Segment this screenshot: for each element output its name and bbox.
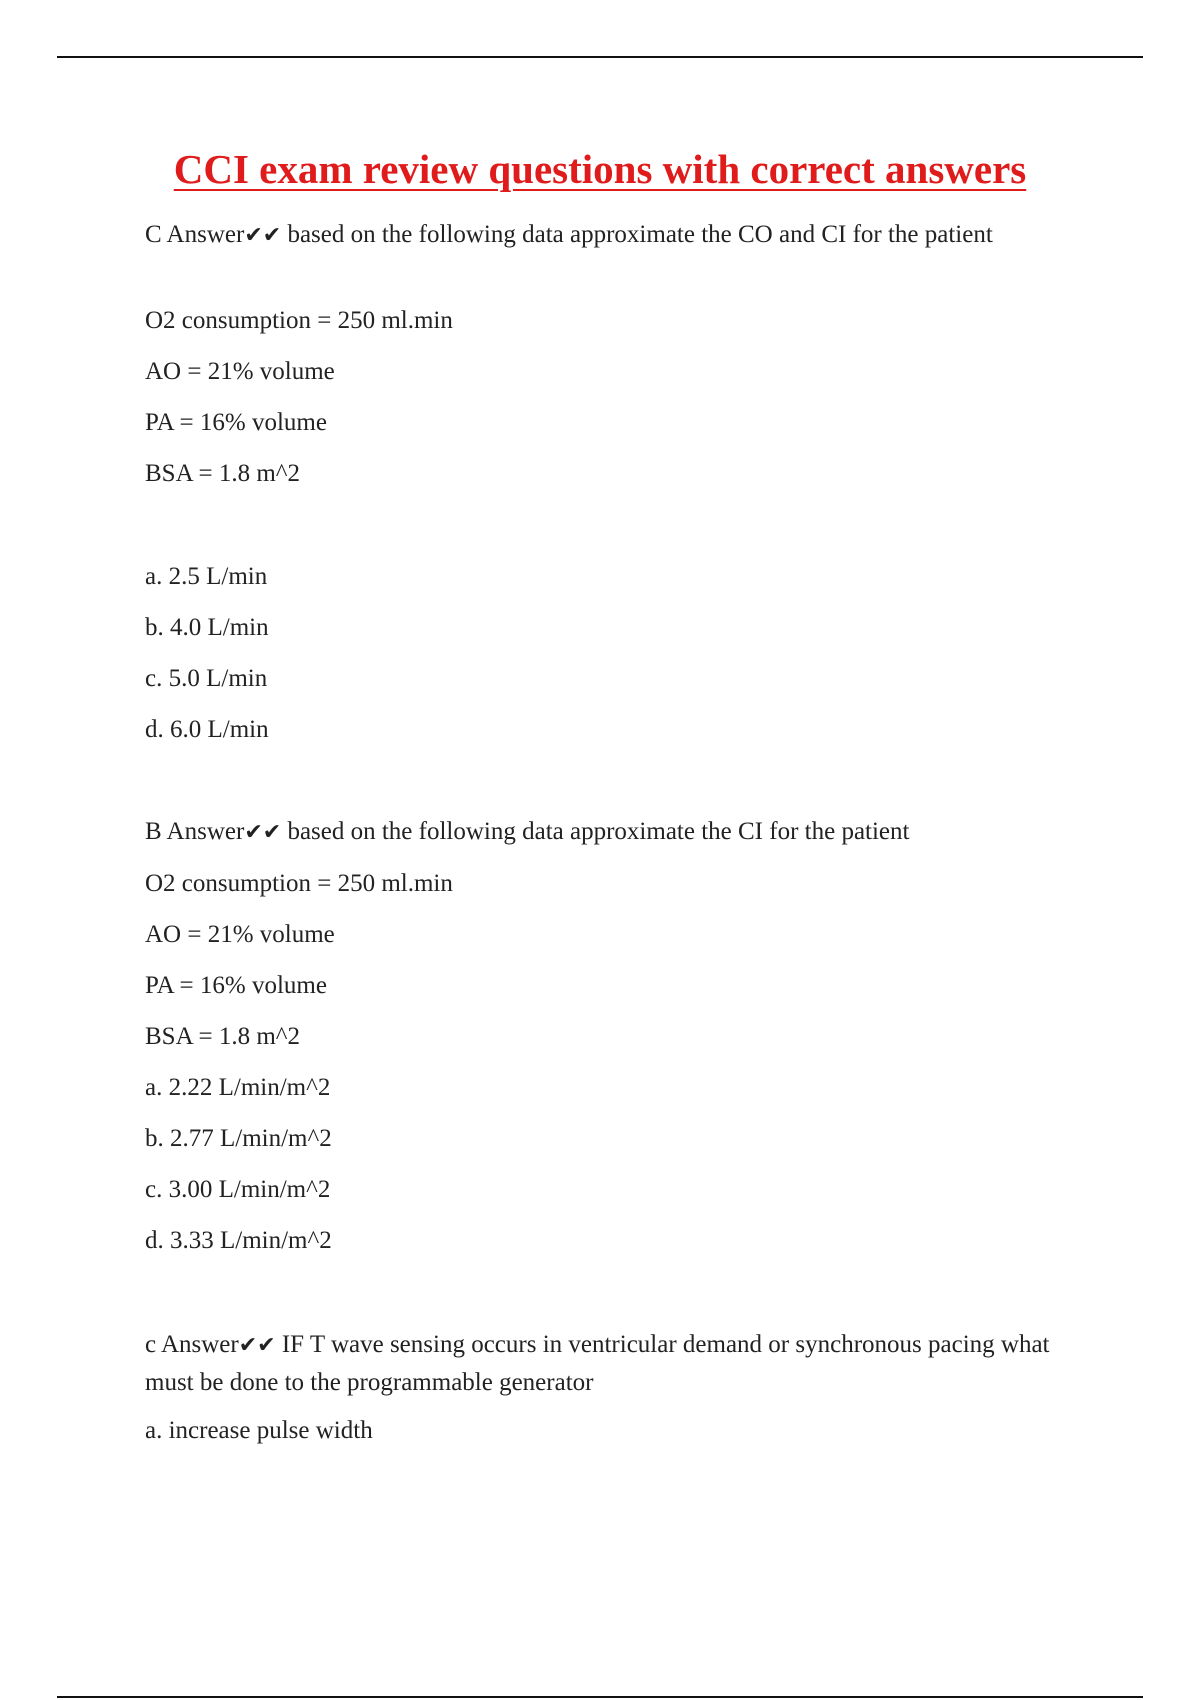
page-title: CCI exam review questions with correct answers <box>173 146 1027 192</box>
question-1-data-line: AO = 21% volume <box>145 358 335 385</box>
question-2-stem <box>145 813 1065 851</box>
question-2-option: d. 3.33 L/min/m^2 <box>145 1227 332 1254</box>
question-2-option: c. 3.00 L/min/m^2 <box>145 1176 331 1203</box>
question-2-option: b. 2.77 L/min/m^2 <box>145 1125 332 1152</box>
question-2-data-line: AO = 21% volume <box>145 921 335 948</box>
question-2-option: a. 2.22 L/min/m^2 <box>145 1074 331 1101</box>
question-1-option: a. 2.5 L/min <box>145 563 268 590</box>
header-rule <box>57 56 1143 58</box>
question-3-answer-prefix: c Answer <box>145 1331 239 1358</box>
question-1-option: c. 5.0 L/min <box>145 665 268 692</box>
check-marks-icon: ✔✔ <box>244 223 282 248</box>
question-1-data-line: PA = 16% volume <box>145 409 327 436</box>
question-3-option: a. increase pulse width <box>145 1417 373 1444</box>
question-2-data-line: BSA = 1.8 m^2 <box>145 1023 301 1050</box>
question-1-data-line: BSA = 1.8 m^2 <box>145 460 301 487</box>
footer-rule <box>57 1696 1143 1698</box>
question-1-prompt: based on the following data approximate the CO and CI for the patient <box>281 221 993 248</box>
question-3-prompt: IF T wave sensing occurs in ventricular demand or synchronous pacing what must be done to the programmable generator <box>145 1331 1050 1396</box>
question-1-stem <box>145 216 1065 254</box>
check-marks-icon: ✔✔ <box>238 1333 276 1358</box>
question-1-option: d. 6.0 L/min <box>145 716 269 743</box>
question-2-data-line: PA = 16% volume <box>145 972 327 999</box>
question-3-stem <box>145 1326 1065 1401</box>
question-1-data-line: O2 consumption = 250 ml.min <box>145 307 453 334</box>
question-2-answer-prefix: B Answer <box>145 818 245 845</box>
question-2-data-line: O2 consumption = 250 ml.min <box>145 870 453 897</box>
question-2-prompt: based on the following data approximate the CI for the patient <box>281 818 910 845</box>
question-1-answer-prefix: C Answer <box>145 221 245 248</box>
check-marks-icon: ✔✔ <box>244 820 282 845</box>
question-1-option: b. 4.0 L/min <box>145 614 269 641</box>
